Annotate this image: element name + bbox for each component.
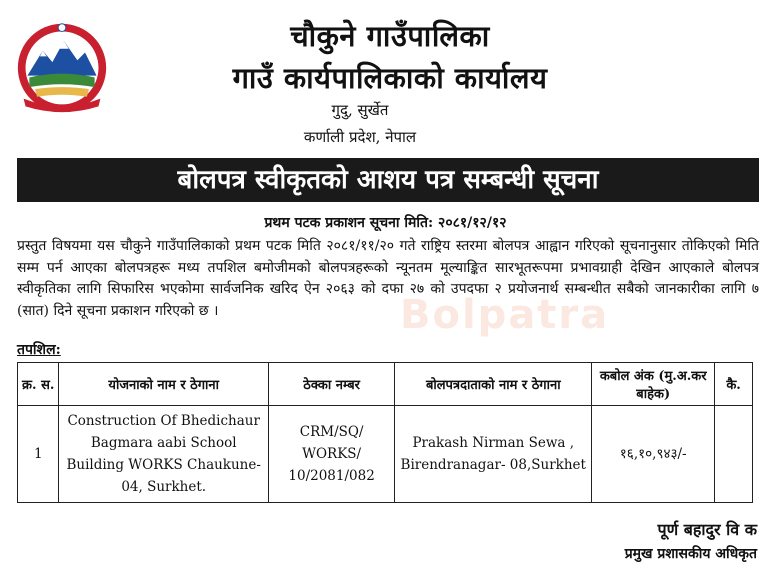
notice-paragraph: प्रस्तुत विषयमा यस चौकुने गाउँपालिकाको प्रथम पटक मिति २०८१/११/२० गते राष्ट्रिय स्तरमा बोलपत्र आह्वान गरिएको सूचनानुसार तोकिएको मिति सम्म पर्न आएका बोलपत्रहरू मध्य तपशिल बमोजीमको बोलपत्रहरूको न्यूनतम मूल्याङ्कित सारभूतरूपमा प्रभावग्राही देखिन आएकाले बोलपत्र स्वीकृतिका लागि सिफारिस भएकोमा सार्वजनिक खरिद ऐन २०६३ को दफा २७ को उपदफा २ प्रयोजनार्थ सम्बन्धीत सबैको जानकारीका लागि ७ (सात) दिने सूचना प्रकाशन गरिएको छ । <box>17 238 759 319</box>
cell-amount: १६,१०,९४३/- <box>592 406 715 503</box>
publication-date: प्रथम पटक प्रकाशन सूचना मिति: २०८१/१२/१२ <box>264 215 507 231</box>
header-serial: क्र. स. <box>18 363 59 406</box>
table-label: तपशिल: <box>17 342 61 358</box>
office-name: गाउँ कार्यपालिकाको कार्यालय <box>232 61 548 95</box>
cell-serial: 1 <box>18 406 59 503</box>
cell-project: Construction Of Bhedichaur Bagmara aabi School Building WORKS Chaukune-04, Surkhet. <box>59 406 268 503</box>
table-header-row <box>18 363 753 406</box>
signatory-designation: प्रमुख प्रशासकीय अधिकृत <box>624 546 757 562</box>
cell-contract-no: CRM/SQ/ WORKS/ 10/2081/082 <box>268 406 394 503</box>
notice-title-banner: बोलपत्र स्वीकृतको आशय पत्र सम्बन्धी सूचना <box>17 158 759 202</box>
header-amount: कबोल अंक (मु.अ.कर बाहेक) <box>592 363 715 406</box>
header-project: योजनाको नाम र ठेगाना <box>59 363 268 406</box>
table-row <box>18 406 753 503</box>
cell-remarks <box>715 406 753 503</box>
header-contract-no: ठेक्का नम्बर <box>268 363 394 406</box>
signatory-name: पूर्ण बहादुर वि क <box>657 520 757 539</box>
municipality-name: चौकुने गाउँपालिका <box>290 19 490 53</box>
cell-bidder: Prakash Nirman Sewa , Birendranagar- 08,Surkhet <box>395 406 592 503</box>
address-line-2: कर्णाली प्रदेश, नेपाल <box>303 128 417 146</box>
letterhead <box>0 0 771 158</box>
address-line-1: गुदु, सुर्खेत <box>331 101 389 119</box>
nepal-emblem-icon <box>14 18 110 114</box>
header-bidder: बोलपत्रदाताको नाम र ठेगाना <box>395 363 592 406</box>
header-remarks: कै. <box>715 363 753 406</box>
watermark: Bolpatra <box>400 292 610 338</box>
bid-table <box>17 362 753 503</box>
